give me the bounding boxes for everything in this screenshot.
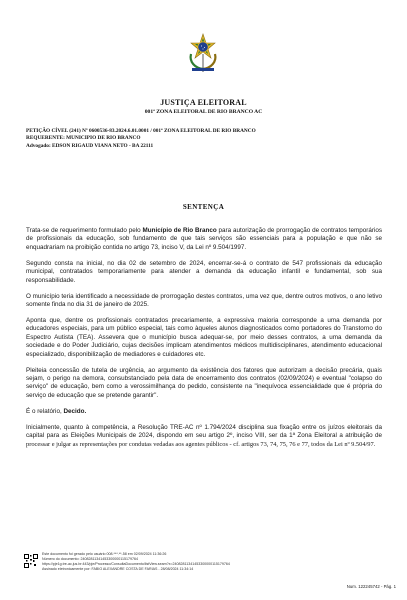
case-advogado: Advogado: EDSON RIGAUD VIANA NETO - BA 22111 [26,142,154,149]
qr-code-icon [24,554,38,568]
paragraph-5: Pleiteia concessão de tutela de urgência, ao argumento da existência dos fatores que autorizam a decisão precária, quais sejam, o perigo na demora, consubstanciado pela data de encerramento dos contratos (02/09/2024) e eventual "colapso do serviço" de educação, bem como a verossimilhança do pedido, consistente na "inequívoca essencialidade que é própria do serviço de educação que se pretende garantir". [26,366,382,399]
case-requerente: REQUERENTE: MUNICIPIO DE RIO BRANCO [26,135,141,142]
paragraph-6: É o relatório, Decido. [26,407,87,415]
document-body [26,227,382,457]
footer-document-number: Número do documento: 24082811341453300000115179764 [42,556,138,561]
electoral-zone: 001ª ZONA ELEITORAL DE RIO BRANCO AC [144,109,263,115]
footer-consultation-link[interactable]: https://pje1g.tre-ac.jus.br:443/pje/Processo/ConsultaDocumento/listView.seam?x=24082811341453300000115179764 [42,561,230,566]
page-number: Num. 122245742 - Pág. 1 [346,584,396,589]
paragraph-1: Trata-se de requerimento formulado pelo Município de Rio Branco para autorização de prorrogação de contratos temporários de profissionais da educação, sob fundamento de que tais serviços são essenciais para a população e que não se enquadrariam na proibição contida no artigo 73, inciso V, da Lei nº 9.504/1997. [26,227,382,251]
brazil-coat-of-arms-icon [185,32,221,74]
case-number: PETIÇÃO CÍVEL (241) Nº 0600536-83.2024.6.01.0001 / 001ª ZONA ELEITORAL DE RIO BRANCO [26,128,256,134]
paragraph-2: Segundo consta na inicial, no dia 02 de setembro de 2024, encerrar-se-á o contrato de 547 profissionais da educação municipal, contratados temporariamente para atender a demanda da educação infantil e fundamental, sob sua responsabilidade. [26,259,382,284]
document-title: SENTENÇA [182,203,225,211]
court-title: JUSTIÇA ELEITORAL [160,98,247,107]
paragraph-7: Inicialmente, quanto à competência, a Resolução TRE-AC nº 1.794/2024 disciplina sua fixação entre os juízos eleitorais da capital para as Eleições Municipais de 2024, dispondo em seu artigo 2º, inciso VIII, ser da 1ª Zona Eleitoral a atribuição de processar e julgar as representações por condutas vedadas aos agentes públicos - cf. artigos 73, 74, 75, 76 e 77, todos da Lei nº 9.504/97. [26,423,382,448]
paragraph-4: Aponta que, dentre os profissionais contratados precariamente, a expressiva maioria corresponde a uma demanda por educadores especiais, para um público especial, tais como àqueles alunos diagnosticados como portadores do Transtorno do Espectro Autista (TEA). Assevera que o município busca adequar-se, por meio desses contratos, a uma demanda da sociedade e do Poder Judiciário, cujas decisões implicam atendimentos médicos multidisciplinares, atendimento educacional especializado, disponibilização de mediadores e cuidadores etc. [26,317,382,358]
footer-generated-by: Este documento foi gerado pelo usuário 008.***.**-58 em 02/09/2024 11:36:26 [42,552,167,556]
footer-signature: Assinado eletronicamente por: FABIO ALEXANDRE COSTA DE FARIAS - 28/08/2024 11:34:14 [42,566,194,571]
paragraph-3: O município teria identificado a necessidade de prorrogação destes contratos, uma vez que, dentre outros motivos, o ano letivo somente finda no dia 31 de janeiro de 2025. [26,292,382,309]
case-metadata [26,128,386,150]
